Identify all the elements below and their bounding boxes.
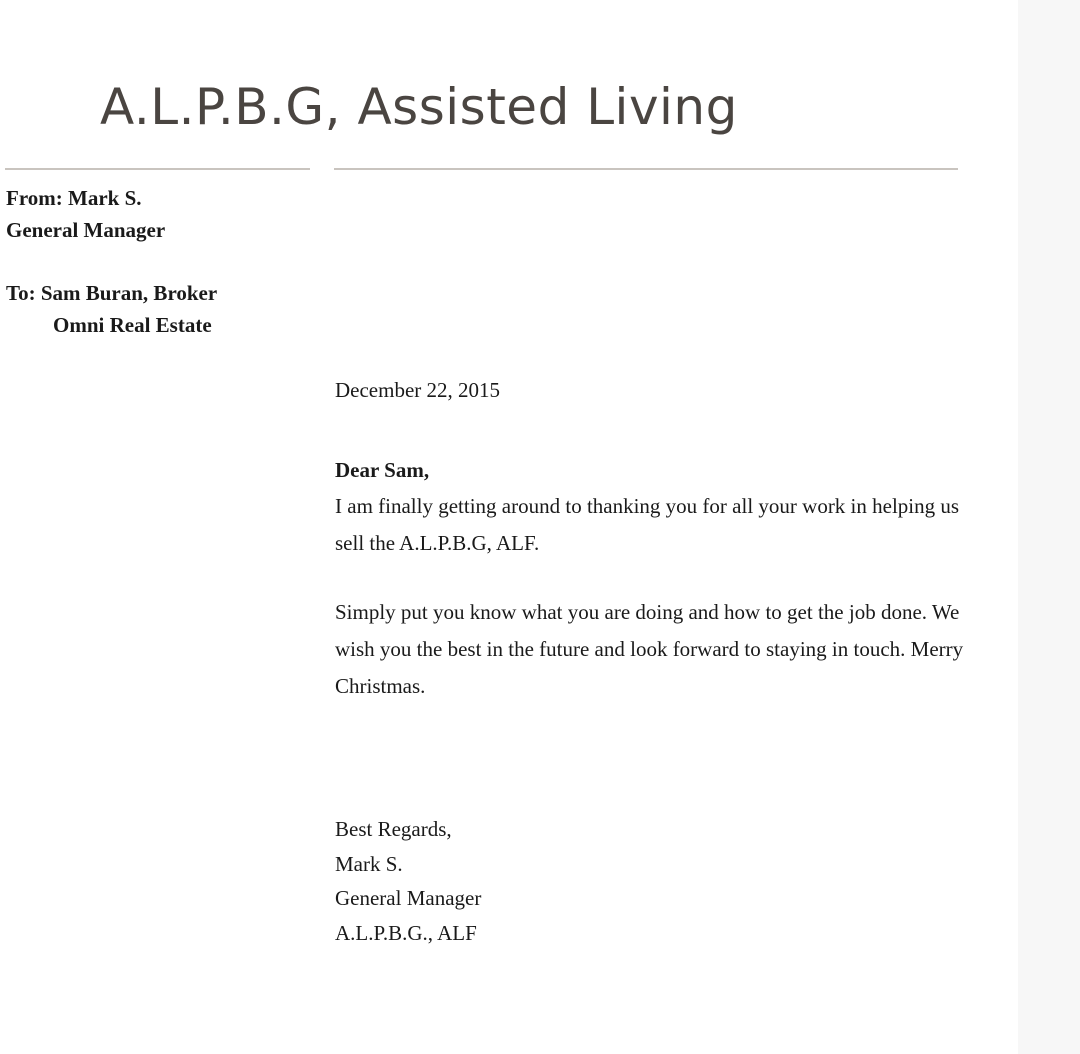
recipient-to-line: To: Sam Buran, Broker — [6, 281, 218, 305]
letter-date: December 22, 2015 — [335, 378, 501, 402]
recipient-block — [6, 277, 217, 341]
header-divider-left — [5, 168, 310, 170]
closing-valediction: Best Regards, — [335, 817, 452, 841]
letter-paragraph-1: I am finally getting around to thanking you for all your work in helping us sell the A.L.P.B.G, ALF. — [335, 494, 960, 555]
recipient-company-line: Omni Real Estate — [53, 313, 212, 337]
letter-closing — [335, 812, 481, 950]
letterhead-title: A.L.P.B.G, Assisted Living — [100, 78, 738, 136]
page-right-margin — [1018, 0, 1080, 1054]
sender-title-line: General Manager — [6, 218, 166, 242]
sender-from-line: From: Mark S. — [6, 186, 142, 210]
header-divider-right — [334, 168, 958, 170]
closing-name: Mark S. — [335, 851, 403, 876]
closing-organization: A.L.P.B.G., ALF — [335, 920, 477, 945]
letter-paragraph-2: Simply put you know what you are doing and how to get the job done. We wish you the best in the future and look forward to staying in touch. Merry Christmas. — [335, 600, 964, 698]
sender-block — [6, 182, 165, 246]
letter-salutation: Dear Sam, — [335, 458, 430, 482]
closing-position: General Manager — [335, 886, 482, 910]
